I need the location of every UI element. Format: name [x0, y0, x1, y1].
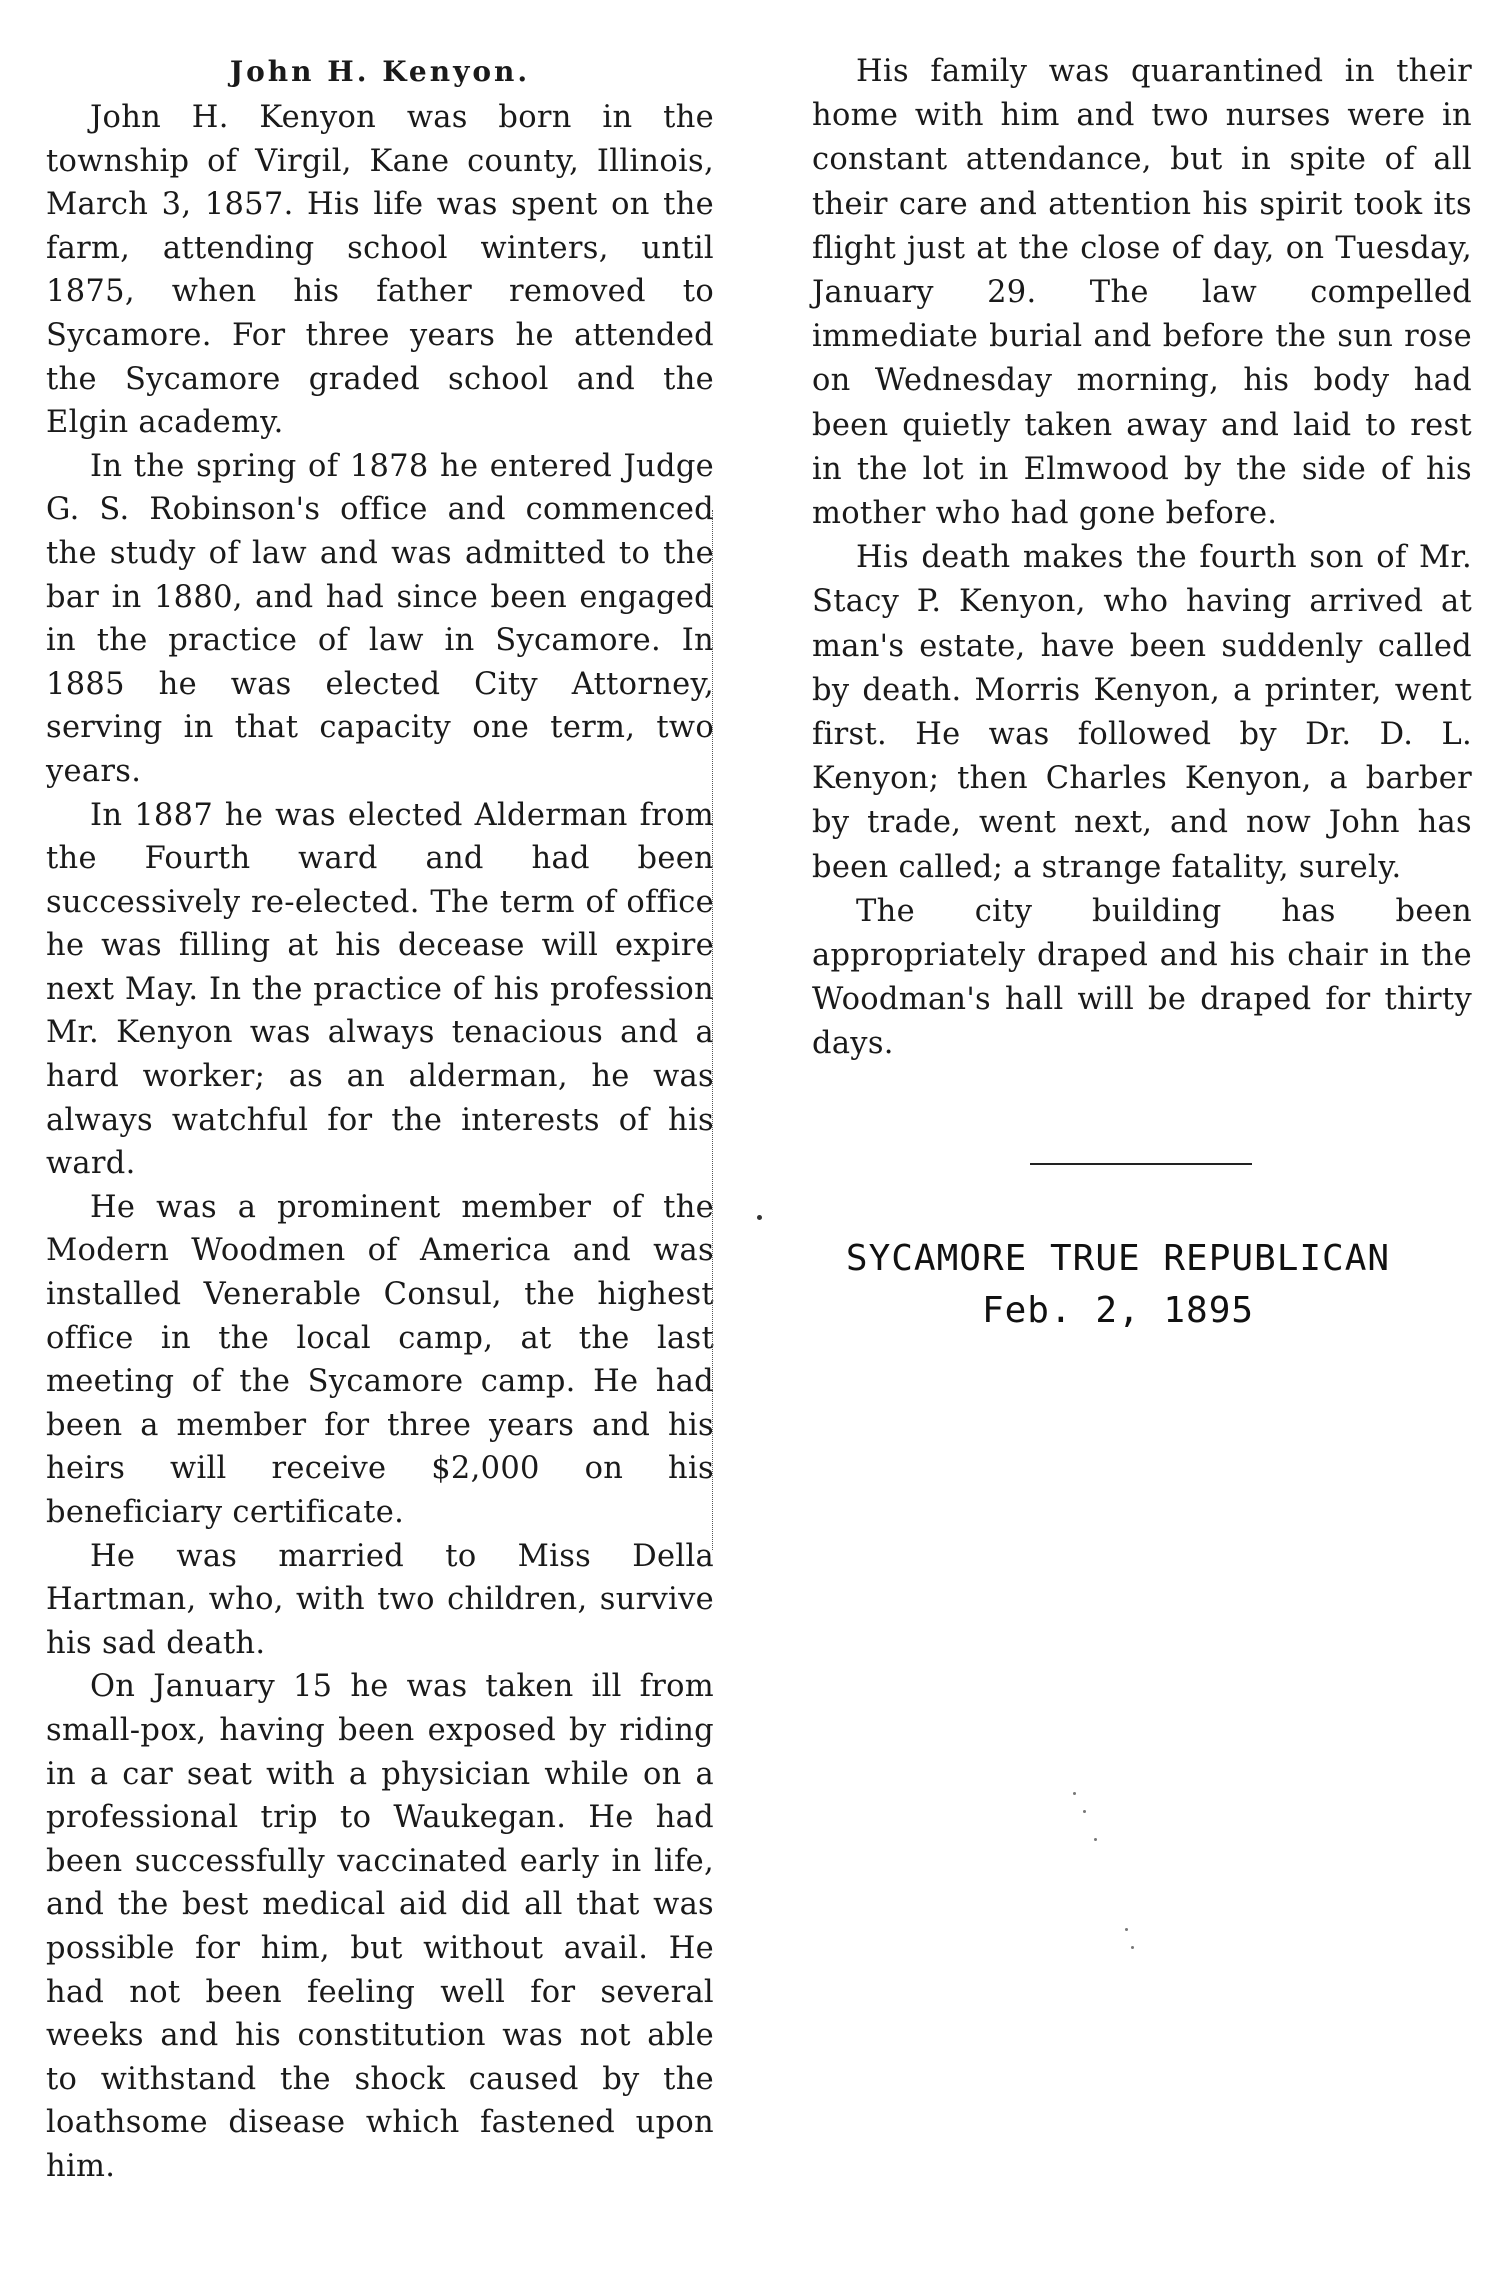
- column-divider: [712, 510, 713, 1550]
- paragraph-marriage: He was married to Miss Della Hartman, who, with two children, survive his sad death.: [46, 1538, 714, 1661]
- scan-speck: [1073, 1792, 1076, 1795]
- scan-speck: [1131, 1946, 1134, 1949]
- scan-speck: [1083, 1810, 1086, 1813]
- paragraph-fourth-son: His death makes the fourth son of Mr. Stacy P. Kenyon, who having arrived at man's estate, have been suddenly called by death. Morris Kenyon, a printer, went first. He was followed by Dr. D. L. Kenyon; then Charles Kenyon, a barber by trade, went next, and now John has been called; a strange fatality, surely.: [812, 540, 1472, 885]
- publication-name: SYCAMORE TRUE REPUBLICAN: [845, 1238, 1391, 1279]
- publication-date: Feb. 2, 1895: [981, 1290, 1255, 1331]
- left-column: [46, 54, 714, 2189]
- paragraph-law-career: In the spring of 1878 he entered Judge G. S. Robinson's office and commenced the study of law and was admitted to the bar in 1880, and had since been engaged in the practice of law in Sycamore. In 1885 he was elected City Attorney, serving in that capacity one term, two years.: [46, 448, 714, 789]
- paragraph-alderman: In 1887 he was elected Alderman from the Fourth ward and had been successively re-elected. The term of office he was filling at his decease will expire next May. In the practice of his profession Mr. Kenyon was always tenacious and a hard worker; as an alderman, he was always watchful for the interests of his ward.: [46, 797, 714, 1182]
- article-title: John H. Kenyon.: [229, 55, 531, 88]
- scan-speck: [1125, 1928, 1128, 1931]
- paragraph-draped: The city building has been appropriately draped and his chair in the Woodman's hall will be draped for thirty days.: [812, 893, 1472, 1062]
- paragraph-quarantine: His family was quarantined in their home with him and two nurses were in constant attendance, but in spite of all their care and attention his spirit took its flight just at the close of day, on Tuesday, January 29. The law compelled immediate burial and before the sun rose on Wednesday morning, his body had been quietly taken away and laid to rest in the lot in Elmwood by the side of his mother who had gone before.: [812, 54, 1472, 532]
- paragraph-birth: John H. Kenyon was born in the township of Virgil, Kane county, Illinois, March 3, 1857. His life was spent on the farm, attending school winters, until 1875, when his father removed to Sycamore. For three years he attended the Sycamore graded school and the Elgin academy.: [46, 100, 714, 441]
- scan-speck: [1094, 1838, 1097, 1841]
- right-column: [812, 50, 1472, 1067]
- stray-mark: [757, 1215, 762, 1220]
- paragraph-illness: On January 15 he was taken ill from small-pox, having been exposed by riding in a car seat with a physician while on a professional trip to Waukegan. He had been successfully vaccinated early in life, and the best medical aid did all that was possible for him, but without avail. He had not been feeling well for several weeks and his constitution was not able to withstand the shock caused by the loathsome disease which fastened upon him.: [46, 1669, 714, 2184]
- paragraph-woodmen: He was a prominent member of the Modern Woodmen of America and was installed Venerable Consul, the highest office in the local camp, at the last meeting of the Sycamore camp. He had been a member for three years and his heirs will receive $2,000 on his beneficiary certificate.: [46, 1189, 714, 1530]
- end-rule: [1030, 1163, 1252, 1165]
